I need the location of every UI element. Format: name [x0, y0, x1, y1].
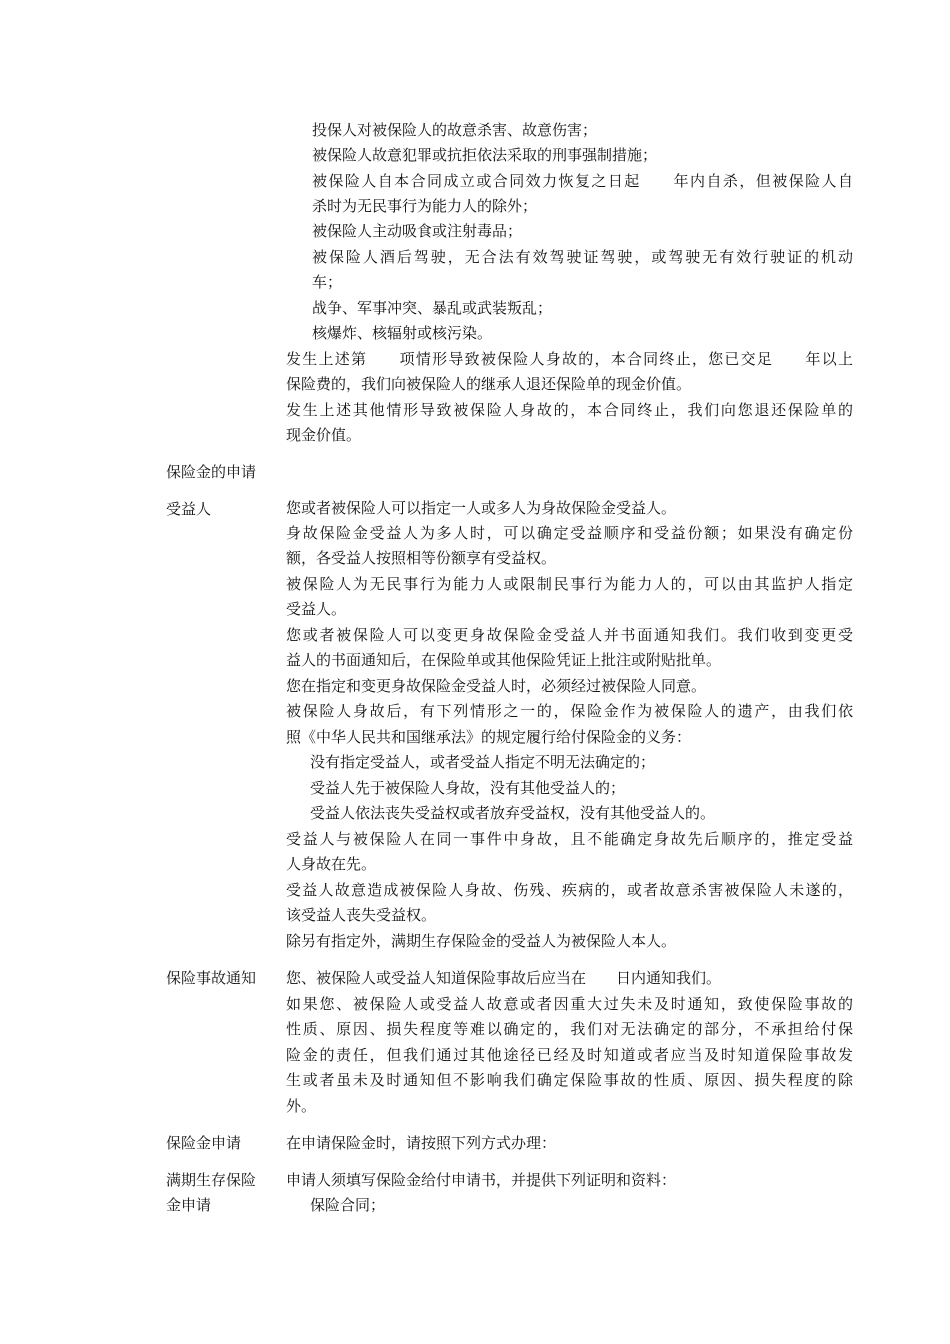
maturity-label-line-2: 金申请	[166, 1196, 212, 1214]
exclusion-item-3: 被保险人自本合同成立或合同效力恢复之日起 年内自杀，但被保险人自	[312, 172, 853, 190]
beneficiary-line: 除另有指定外，满期生存保险金的受益人为被保险人本人。	[286, 932, 677, 950]
exclusion-item-4: 被保险人主动吸食或注射毒品；	[312, 222, 523, 240]
maturity-label-line-1: 满期生存保险	[166, 1171, 257, 1189]
maturity-line: 申请人须填写保险金给付申请书，并提供下列证明和资料：	[286, 1171, 677, 1189]
notice-line: 性质、原因、损失程度等难以确定的，我们对无法确定的部分，不承担给付保	[286, 1020, 853, 1038]
beneficiary-case-1: 没有指定受益人，或者受益人指定不明无法确定的；	[310, 753, 656, 771]
beneficiary-line: 人身故在先。	[286, 855, 377, 873]
exclusion-item-5: 被保险人酒后驾驶，无合法有效驾驶证驾驶，或驾驶无有效行驶证的机动	[312, 248, 853, 266]
exclusion-consequence-1: 发生上述第 项情形导致被保险人身故的，本合同终止，您已交足 年以上	[286, 350, 853, 368]
beneficiary-line: 受益人故意造成被保险人身故、伤残、疾病的，或者故意杀害被保险人未遂的，	[286, 881, 853, 899]
beneficiary-line: 身故保险金受益人为多人时，可以确定受益顺序和受益份额；如果没有确定份	[286, 524, 853, 542]
beneficiary-line: 照《中华人民共和国继承法》的规定履行给付保险金的义务：	[286, 728, 692, 746]
beneficiary-case-3: 受益人依法丧失受益权或者放弃受益权，没有其他受益人的。	[310, 804, 716, 822]
beneficiary-label: 受益人	[166, 500, 212, 518]
beneficiary-line: 额，各受益人按照相等份额享有受益权。	[286, 549, 557, 567]
exclusion-consequence-2-cont: 现金价值。	[286, 426, 362, 444]
beneficiary-line: 受益人与被保险人在同一事件中身故，且不能确定身故先后顺序的，推定受益	[286, 830, 853, 848]
exclusion-consequence-2: 发生上述其他情形导致被保险人身故的，本合同终止，我们向您退还保险单的	[286, 401, 853, 419]
exclusion-item-6: 战争、军事冲突、暴乱或武装叛乱；	[312, 299, 553, 317]
notice-line: 生或者虽未及时通知但不影响我们确定保险事故的性质、原因、损失程度的除	[286, 1071, 853, 1089]
exclusion-item-5-cont: 车；	[312, 273, 343, 291]
beneficiary-line: 被保险人身故后，有下列情形之一的，保险金作为被保险人的遗产，由我们依	[286, 702, 853, 720]
notice-line: 您、被保险人或受益人知道保险事故后应当在 日内通知我们。	[286, 969, 722, 987]
notice-line: 如果您、被保险人或受益人故意或者因重大过失未及时通知，致使保险事故的	[286, 995, 853, 1013]
claim-label: 保险金申请	[166, 1134, 242, 1152]
exclusion-consequence-1-cont: 保险费的，我们向被保险人的继承人退还保险单的现金价值。	[286, 375, 692, 393]
beneficiary-line: 您在指定和变更身故保险金受益人时，必须经过被保险人同意。	[286, 677, 707, 695]
beneficiary-line: 您或者被保险人可以指定一人或多人为身故保险金受益人。	[286, 499, 677, 517]
beneficiary-line: 您或者被保险人可以变更身故保险金受益人并书面通知我们。我们收到变更受	[286, 626, 853, 644]
maturity-doc-1: 保险合同；	[310, 1196, 386, 1214]
claim-line: 在申请保险金时，请按照下列方式办理：	[286, 1134, 557, 1152]
beneficiary-case-2: 受益人先于被保险人身故，没有其他受益人的；	[310, 779, 626, 797]
notice-line: 险金的责任，但我们通过其他途径已经及时知道或者应当及时知道保险事故发	[286, 1046, 853, 1064]
exclusion-item-7: 核爆炸、核辐射或核污染。	[312, 324, 493, 342]
beneficiary-line: 益人的书面通知后，在保险单或其他保险凭证上批注或附贴批单。	[286, 651, 722, 669]
notice-line: 外。	[286, 1097, 317, 1115]
exclusion-item-3-cont: 杀时为无民事行为能力人的除外；	[312, 197, 538, 215]
exclusion-item-2: 被保险人故意犯罪或抗拒依法采取的刑事强制措施；	[312, 146, 658, 164]
exclusion-item-1: 投保人对被保险人的故意杀害、故意伤害；	[312, 121, 598, 139]
beneficiary-line: 被保险人为无民事行为能力人或限制民事行为能力人的，可以由其监护人指定	[286, 575, 853, 593]
notice-label: 保险事故通知	[166, 969, 257, 987]
section-title: 保险金的申请	[166, 463, 257, 481]
beneficiary-line: 该受益人丧失受益权。	[286, 906, 437, 924]
beneficiary-line: 受益人。	[286, 600, 347, 618]
